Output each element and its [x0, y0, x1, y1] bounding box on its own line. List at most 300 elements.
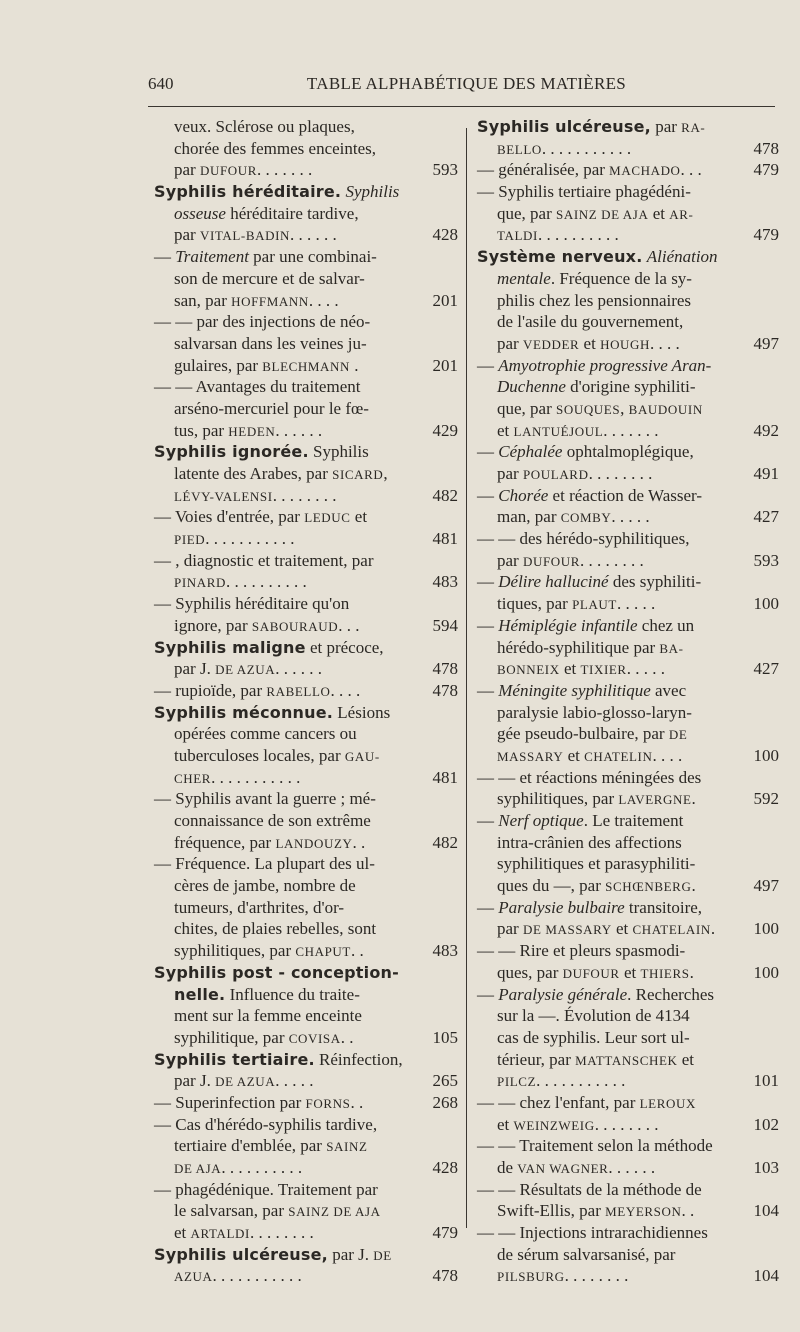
- index-line: [154, 1222, 458, 1244]
- entry-text: . . . .: [330, 680, 361, 700]
- right-column: [477, 116, 779, 1287]
- entry-text: par J.: [327, 1244, 374, 1264]
- index-line: [477, 550, 779, 572]
- entry-text: . . . . . . . . . . .: [536, 1071, 626, 1091]
- entry-text: de: [497, 1158, 518, 1177]
- entry-text: par une combinai-: [248, 247, 377, 267]
- index-line: [477, 680, 779, 702]
- index-line: [154, 1157, 458, 1179]
- page-reference: 497: [753, 333, 779, 353]
- entry-text: et: [174, 1223, 191, 1243]
- entry-text: par: [174, 160, 200, 180]
- entry-heading: Système nerveux.: [477, 247, 643, 267]
- index-line: [154, 1114, 458, 1136]
- page-reference: 265: [432, 1071, 458, 1091]
- entry-text: . . . . . . . . . .: [221, 1158, 303, 1177]
- header-rule: [148, 106, 775, 107]
- index-line: [154, 637, 458, 659]
- index-line: [477, 1265, 779, 1287]
- entry-text: avec: [650, 680, 687, 700]
- entry-text: par: [497, 550, 523, 570]
- entry-text: Réinfection,: [314, 1049, 403, 1069]
- page-reference: 478: [753, 138, 779, 158]
- index-line: [154, 224, 458, 246]
- page-reference: 478: [432, 659, 458, 679]
- entry-text: syphilitiques, par: [174, 941, 296, 961]
- author-name: TALDI: [497, 228, 538, 244]
- index-line: [154, 1135, 458, 1157]
- index-line: [477, 658, 779, 680]
- index-line: [477, 1027, 779, 1049]
- entry-heading: Syphilis héréditaire.: [154, 182, 342, 202]
- index-line: [477, 962, 779, 984]
- index-line: [154, 290, 458, 312]
- entry-text: —: [477, 572, 499, 592]
- entry-text: . . . . . . . .: [594, 1114, 659, 1134]
- entry-text: tiques, par: [497, 594, 573, 614]
- index-line: [154, 181, 458, 203]
- entry-text: de sérum salvarsanisé, par: [497, 1244, 676, 1264]
- entry-text: — Superinfection par: [154, 1092, 306, 1112]
- index-line: [477, 637, 779, 659]
- author-name: DE MASSARY: [522, 922, 612, 938]
- index-line: [154, 355, 458, 377]
- entry-text: — Syphilis tertiaire phagédéni-: [477, 182, 691, 202]
- author-name: SABOURAUD: [251, 618, 339, 634]
- entry-text: —: [477, 615, 499, 635]
- index-line: [154, 203, 458, 225]
- index-line: [154, 593, 458, 615]
- author-name: VEDDER: [522, 336, 580, 352]
- index-line: [154, 1179, 458, 1201]
- index-line: [154, 1005, 458, 1027]
- page-reference: 479: [753, 160, 779, 180]
- index-line: [154, 875, 458, 897]
- page-reference: 100: [753, 919, 779, 939]
- entry-heading: Syphilis ulcéreuse,: [477, 117, 651, 136]
- author-name: CHER: [174, 770, 212, 786]
- author-name: DE: [373, 1247, 392, 1263]
- entry-text: . . . . . . . .: [588, 464, 653, 483]
- index-line: [154, 615, 458, 637]
- entry-text: — Syphilis héréditaire qu'on: [154, 594, 350, 614]
- page-reference: 481: [432, 529, 458, 549]
- index-line: [154, 1092, 458, 1114]
- author-name: PLAUT: [572, 597, 617, 613]
- italic-term: osseuse: [174, 203, 226, 223]
- entry-text: Lésions: [333, 702, 391, 722]
- entry-text: .: [691, 789, 696, 809]
- entry-text: . . . . . .: [275, 659, 322, 679]
- italic-term: Délire halluciné: [498, 572, 609, 592]
- page-reference: 479: [753, 225, 779, 245]
- entry-text: le salvarsan, par: [174, 1201, 289, 1221]
- index-line: [477, 1070, 779, 1092]
- entry-text: — rupioïde, par: [154, 680, 267, 700]
- entry-text: —: [477, 680, 499, 700]
- entry-text: par J.: [174, 659, 216, 679]
- index-line: [154, 1200, 458, 1222]
- author-name: SICARD: [332, 467, 384, 482]
- index-line: [477, 398, 779, 420]
- page-reference: 593: [753, 550, 779, 570]
- entry-text: et précoce,: [305, 637, 384, 657]
- index-line: [154, 441, 458, 463]
- index-line: [477, 528, 779, 550]
- page-reference: 103: [753, 1158, 779, 1177]
- author-name: BELLO: [497, 141, 542, 157]
- entry-text: . . . . .: [611, 507, 650, 527]
- entry-text: . . . .: [652, 745, 683, 765]
- entry-text: par: [174, 225, 200, 245]
- author-name: RABELLO: [266, 683, 331, 699]
- entry-text: — — Injections intrarachidiennes: [477, 1223, 708, 1243]
- index-line: [477, 745, 779, 767]
- index-line: [477, 984, 779, 1006]
- index-line: [154, 550, 458, 572]
- entry-text: . .: [350, 941, 364, 961]
- entry-text: opérées comme cancers ou: [174, 724, 357, 744]
- entry-text: — — Traitement selon la méthode: [477, 1136, 713, 1156]
- entry-text: et réaction de Wasser-: [548, 485, 703, 505]
- entry-text: . . . . . . . . . .: [226, 572, 307, 592]
- index-line: [477, 853, 779, 875]
- entry-text: . . . . . . . .: [580, 550, 644, 570]
- entry-text: — Cas d'hérédo-syphilis tardive,: [154, 1114, 378, 1134]
- entry-text: . . . . . . . . . .: [537, 225, 619, 245]
- index-line: [154, 246, 458, 268]
- entry-text: sur la —. Évolution de 4134: [497, 1006, 690, 1026]
- entry-text: son de mercure et de salvar-: [174, 268, 365, 288]
- index-line: [154, 1244, 458, 1266]
- entry-text: gulaires, par: [174, 355, 263, 375]
- index-line: [477, 1179, 779, 1201]
- entry-text: transitoire,: [624, 897, 703, 917]
- index-line: [477, 181, 779, 203]
- author-name: LAVERGNE: [618, 792, 692, 808]
- page-reference: 427: [753, 659, 779, 679]
- index-line: [477, 116, 779, 138]
- entry-text: intra-crânien des affections: [497, 832, 682, 852]
- index-line: [154, 463, 458, 485]
- entry-text: hérédo-syphilitique par: [497, 637, 660, 657]
- index-line: [477, 311, 779, 333]
- index-line: [154, 723, 458, 745]
- page-reference: 482: [432, 485, 458, 505]
- index-line: [154, 702, 458, 724]
- author-name: AR-: [669, 206, 694, 222]
- author-name: BLECHMANN: [262, 358, 351, 374]
- author-name: POULARD: [522, 467, 589, 482]
- page-reference: 201: [432, 290, 458, 310]
- entry-text: térieur, par: [497, 1049, 576, 1069]
- entry-text: .: [691, 876, 696, 896]
- index-line: [477, 1005, 779, 1027]
- italic-term: Hémiplégie infantile: [498, 615, 638, 635]
- index-line: [154, 1049, 458, 1071]
- index-line: [477, 290, 779, 312]
- author-name: GAU-: [344, 748, 380, 764]
- entry-text: et: [559, 659, 581, 679]
- index-line: [154, 159, 458, 181]
- entry-text: . . . . . . . . . . .: [212, 1266, 302, 1286]
- author-name: BA-: [659, 640, 684, 656]
- index-line: [477, 723, 779, 745]
- author-name: LÉVY-VALENSI: [174, 488, 273, 504]
- index-line: [477, 268, 779, 290]
- author-name: SCHŒNBERG: [605, 879, 692, 895]
- entry-text: —: [477, 811, 499, 830]
- index-line: [477, 615, 779, 637]
- entry-text: ment sur la femme enceinte: [174, 1006, 362, 1026]
- index-line: [477, 224, 779, 246]
- index-line: [154, 918, 458, 940]
- italic-term: Nerf optique: [498, 811, 584, 830]
- author-name: DE AJA: [174, 1161, 222, 1176]
- page-reference: 100: [753, 594, 779, 614]
- entry-heading: nelle.: [174, 984, 226, 1004]
- entry-text: . .: [352, 832, 366, 852]
- index-line: [477, 832, 779, 854]
- entry-text: ignore, par: [174, 615, 252, 635]
- index-line: [477, 506, 779, 528]
- index-line: [477, 1092, 779, 1114]
- entry-text: . . . . . . . .: [564, 1266, 629, 1286]
- index-line: [154, 376, 458, 398]
- entry-text: paralysie labio-glosso-laryn-: [497, 702, 692, 722]
- page-reference: 592: [753, 789, 779, 809]
- author-name: CHAPUT: [295, 944, 351, 960]
- entry-text: — — Rire et pleurs spasmodi-: [477, 941, 686, 961]
- author-name: VAN WAGNER: [517, 1161, 609, 1176]
- author-name: MACHADO: [609, 163, 681, 179]
- author-name: LEROUX: [639, 1095, 696, 1111]
- page-reference: 101: [753, 1071, 779, 1091]
- page-reference: 478: [432, 680, 458, 700]
- index-line: [154, 398, 458, 420]
- entry-text: —: [477, 485, 499, 505]
- italic-term: Amyotrophie progressive Aran-: [498, 355, 712, 375]
- page-reference: 100: [753, 962, 779, 982]
- index-line: [477, 571, 779, 593]
- entry-text: d'origine syphiliti-: [565, 377, 696, 397]
- author-name: SAINZ: [326, 1139, 368, 1155]
- entry-text: chites, de plaies rebelles, sont: [174, 919, 377, 939]
- index-line: [154, 420, 458, 442]
- entry-text: arséno-mercuriel pour le fœ-: [174, 398, 369, 418]
- author-name: MEYERSON: [605, 1204, 682, 1220]
- italic-term: Céphalée: [498, 442, 563, 462]
- page-reference: 593: [432, 160, 458, 180]
- index-line: [154, 506, 458, 528]
- entry-text: . .: [350, 1092, 364, 1112]
- page-reference: 268: [432, 1092, 458, 1112]
- author-name: WEINZWEIG: [513, 1117, 595, 1133]
- author-name: CHATELAIN: [632, 922, 711, 938]
- author-name: PINARD: [174, 575, 226, 591]
- index-line: [154, 788, 458, 810]
- index-line: [154, 853, 458, 875]
- entry-text: . Recherches: [627, 984, 714, 1004]
- page-reference: 481: [432, 767, 458, 787]
- index-line: [154, 268, 458, 290]
- author-name: FORNS: [305, 1095, 351, 1111]
- italic-term: Aliénation: [646, 247, 718, 267]
- index-line: [154, 745, 458, 767]
- entry-text: . Le traitement: [583, 811, 684, 830]
- author-name: DE: [668, 727, 688, 743]
- entry-text: .: [350, 355, 359, 375]
- entry-text: — — des hérédo-syphilitiques,: [477, 529, 690, 549]
- entry-text: . . . . . . . .: [249, 1223, 314, 1243]
- index-line: [477, 1200, 779, 1222]
- entry-text: par: [497, 333, 523, 353]
- entry-text: fréquence, par: [174, 832, 276, 852]
- author-name: DUFOUR: [199, 163, 258, 179]
- entry-text: tus, par: [174, 420, 229, 440]
- entry-text: salvarsan dans les veines ju-: [174, 333, 367, 353]
- index-line: [477, 463, 779, 485]
- entry-text: ques, par: [497, 962, 563, 982]
- author-name: DE AZUA: [215, 662, 276, 678]
- index-line: [477, 355, 779, 377]
- index-line: [154, 680, 458, 702]
- entry-text: —: [477, 442, 499, 462]
- italic-term: Méningite syphilitique: [498, 680, 651, 700]
- entry-text: . . . . . .: [608, 1158, 656, 1177]
- author-name: HOUGH: [600, 336, 651, 352]
- page-reference: 102: [753, 1114, 779, 1134]
- index-line: [154, 897, 458, 919]
- entry-heading: Syphilis ignorée.: [154, 442, 309, 462]
- index-line: [154, 528, 458, 550]
- entry-text: — — par des injections de néo-: [154, 312, 371, 332]
- entry-text: . . . .: [308, 290, 339, 310]
- index-line: [477, 376, 779, 398]
- entry-text: . .: [340, 1027, 354, 1047]
- page-reference: 427: [753, 507, 779, 527]
- entry-heading: Syphilis ulcéreuse,: [154, 1244, 328, 1264]
- page-reference: 482: [432, 832, 458, 852]
- entry-text: tuberculoses locales, par: [174, 745, 345, 765]
- entry-text: — généralisée, par: [477, 160, 610, 180]
- entry-text: des syphiliti-: [608, 572, 702, 592]
- entry-text: par: [650, 117, 682, 136]
- author-name: COVISA: [288, 1030, 341, 1046]
- entry-text: et: [648, 203, 670, 223]
- index-line: [154, 1265, 458, 1287]
- index-line: [477, 203, 779, 225]
- index-line: [154, 940, 458, 962]
- index-line: [154, 658, 458, 680]
- entry-text: — Voies d'entrée, par: [154, 507, 305, 527]
- index-line: [477, 918, 779, 940]
- author-name: BONNEIX: [497, 662, 560, 678]
- entry-text: .: [710, 919, 716, 939]
- entry-text: . . . . .: [616, 594, 656, 614]
- italic-term: Traitement: [175, 247, 249, 267]
- page-reference: 483: [432, 572, 458, 592]
- page-reference: 201: [432, 355, 458, 375]
- index-line: [477, 485, 779, 507]
- entry-text: et: [611, 919, 633, 939]
- entry-text: . . . . . . . . . . .: [205, 529, 295, 549]
- italic-term: Duchenne: [497, 377, 566, 397]
- entry-text: . . . . . . . . . . .: [211, 767, 301, 787]
- author-name: PILSBURG: [497, 1269, 565, 1285]
- entry-text: par J.: [174, 1071, 216, 1091]
- entry-text: — Fréquence. La plupart des ul-: [154, 854, 375, 874]
- entry-text: —: [477, 984, 499, 1004]
- entry-text: . . . . . . .: [603, 420, 659, 440]
- index-line: [154, 138, 458, 160]
- italic-term: Chorée: [498, 485, 549, 505]
- index-line: [477, 940, 779, 962]
- entry-text: latente des Arabes, par: [174, 464, 333, 483]
- author-name: MASSARY: [497, 748, 564, 764]
- author-name: TIXIER: [580, 662, 627, 678]
- author-name: SAINZ DE AJA: [556, 206, 649, 222]
- page-reference: 428: [432, 1158, 458, 1177]
- index-line: [477, 246, 779, 268]
- entry-text: veux. Sclérose ou plaques,: [174, 117, 355, 136]
- entry-text: man, par: [497, 507, 561, 527]
- entry-text: . . . . . . . .: [272, 485, 337, 505]
- author-name: RA-: [681, 120, 706, 135]
- index-line: [154, 116, 458, 138]
- page-reference: 594: [432, 615, 458, 635]
- author-name: HOFFMANN: [231, 293, 309, 309]
- entry-text: que, par: [497, 398, 557, 418]
- entry-text: chez un: [637, 615, 695, 635]
- italic-term: Paralysie bulbaire: [498, 897, 625, 917]
- entry-text: et: [619, 962, 641, 982]
- entry-text: —: [477, 897, 499, 917]
- entry-text: — , diagnostic et traitement, par: [154, 550, 374, 570]
- page-reference: 104: [753, 1201, 779, 1221]
- author-name: DE AZUA: [215, 1074, 276, 1090]
- entry-heading: Syphilis maligne: [154, 637, 306, 657]
- author-name: DUFOUR: [522, 553, 581, 569]
- entry-text: .: [689, 962, 694, 982]
- entry-text: chorée des femmes enceintes,: [174, 138, 377, 158]
- author-name: COMBY: [560, 510, 612, 526]
- page-reference: 429: [432, 420, 458, 440]
- index-line: [154, 1070, 458, 1092]
- italic-term: Paralysie générale: [498, 984, 628, 1004]
- entry-text: syphilitiques et parasyphiliti-: [497, 854, 696, 874]
- entry-text: Syphilis: [308, 442, 369, 462]
- index-line: [477, 1222, 779, 1244]
- page-reference: 491: [753, 464, 779, 483]
- entry-text: et: [579, 333, 601, 353]
- page-reference: 105: [432, 1027, 458, 1047]
- index-line: [477, 420, 779, 442]
- entry-text: et: [677, 1049, 695, 1069]
- index-line: [154, 571, 458, 593]
- entry-text: par: [497, 464, 523, 483]
- entry-text: tumeurs, d'arthrites, d'or-: [174, 897, 345, 917]
- index-line: [154, 984, 458, 1006]
- entry-text: . . .: [338, 615, 360, 635]
- page-reference: 492: [753, 420, 779, 440]
- page-reference: 478: [432, 1266, 458, 1286]
- index-line: [477, 593, 779, 615]
- index-line: [477, 159, 779, 181]
- author-name: THIERS: [640, 965, 690, 981]
- page-reference: 428: [432, 225, 458, 245]
- index-line: [477, 138, 779, 160]
